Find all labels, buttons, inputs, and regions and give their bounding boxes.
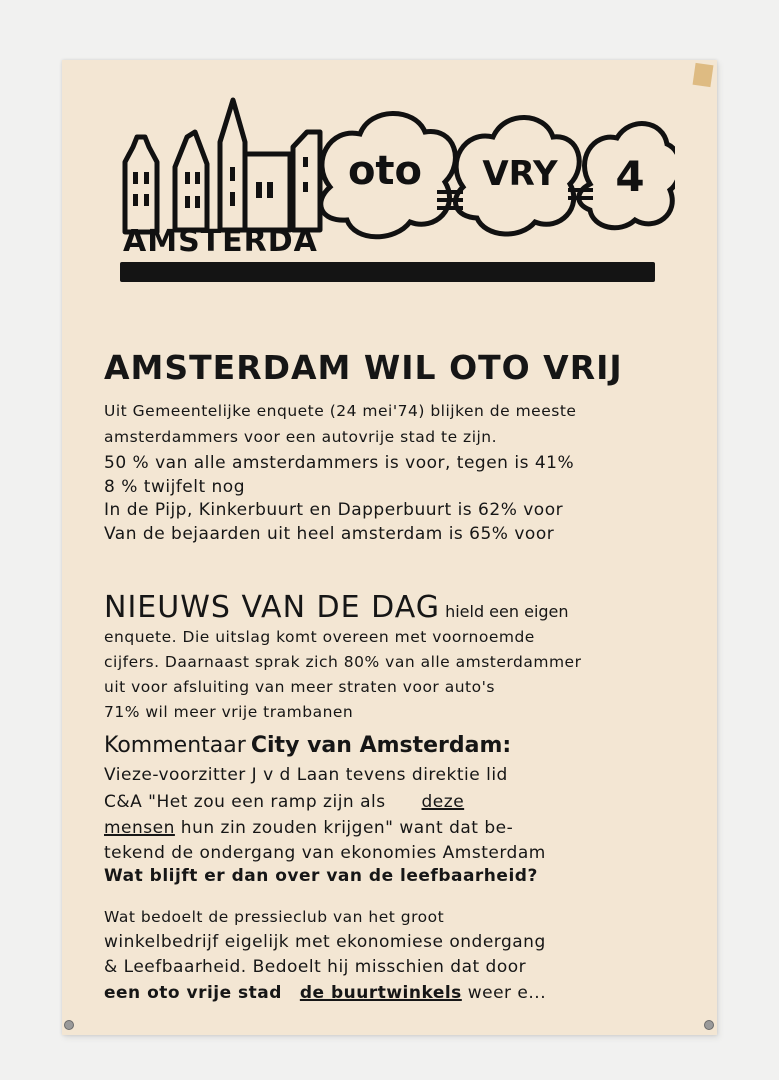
section1-line: Van de bejaarden uit heel amsterdam is 65% voor: [104, 524, 555, 544]
header-vry-word: VRY: [482, 154, 558, 194]
section3-line-text: hun zin zouden krijgen" want dat be-: [180, 818, 514, 838]
section2-line: uit voor afsluiting van meer straten voor auto's: [104, 678, 495, 696]
section4-line-text: een oto vrije stad: [104, 983, 282, 1003]
section1-line: 50 % van alle amsterdammers is voor, tegen is 41%: [104, 453, 575, 473]
section4-underlined-phrase: de buurtwinkels: [299, 983, 462, 1003]
section4-line: winkelbedrijf eigelijk met ekonomiese ondergang: [104, 932, 546, 952]
section4-line: & Leefbaarheid. Bedoelt hij misschien dat door: [104, 957, 527, 977]
section3-heading-b: City van Amsterdam:: [250, 733, 512, 758]
section2-line: enquete. Die uitslag komt overeen met voornoemde: [104, 628, 535, 646]
section3-line: [104, 792, 464, 812]
section1-line: 8 % twijfelt nog: [104, 477, 245, 497]
section1-line: Uit Gemeentelijke enquete (24 mei'74) blijken de meeste: [104, 402, 577, 420]
section1-title: AMSTERDAM WIL OTO VRIJ: [104, 348, 623, 387]
section4-line: [104, 983, 546, 1003]
section2-line: 71% wil meer vrije trambanen: [104, 703, 354, 721]
header-number: 4: [615, 152, 645, 201]
section2-title: NIEUWS VAN DE DAG: [104, 590, 440, 625]
section3-line: tekend de ondergang van ekonomies Amsterdam: [104, 843, 546, 863]
section3-underlined-mensen: mensen: [104, 818, 175, 838]
header-bar: [120, 262, 655, 282]
pin-right: [704, 1020, 714, 1030]
header-city-name: AMSTERDA: [123, 224, 318, 259]
section3-line-text: C&A "Het zou een ramp zijn als: [104, 792, 386, 812]
section3-line: [104, 818, 513, 838]
section3-underlined-word: deze: [421, 792, 465, 812]
tape-mark: [693, 63, 714, 87]
section1-line: amsterdammers voor een autovrije stad te zijn.: [104, 428, 498, 446]
section3-heading-a: Kommentaar: [104, 733, 246, 758]
section2-line: cijfers. Daarnaast sprak zich 80% van alle amsterdammer: [104, 653, 582, 671]
section4-line: Wat bedoelt de pressieclub van het groot: [104, 908, 445, 926]
poster-header: [115, 92, 675, 292]
header-oto-word: oto: [347, 148, 423, 194]
pin-left: [64, 1020, 74, 1030]
section2-heading: [104, 590, 569, 625]
section2-title-tail: hield een eigen: [445, 602, 569, 621]
section1-line: In de Pijp, Kinkerbuurt en Dapperbuurt is 62% voor: [104, 500, 564, 520]
section3-line: Wat blijft er dan over van de leefbaarheid?: [104, 866, 538, 886]
section4-line-tail: weer e...: [467, 983, 547, 1003]
section3-line: Vieze-voorzitter J v d Laan tevens direktie lid: [104, 765, 508, 785]
section3-heading: [104, 733, 511, 758]
